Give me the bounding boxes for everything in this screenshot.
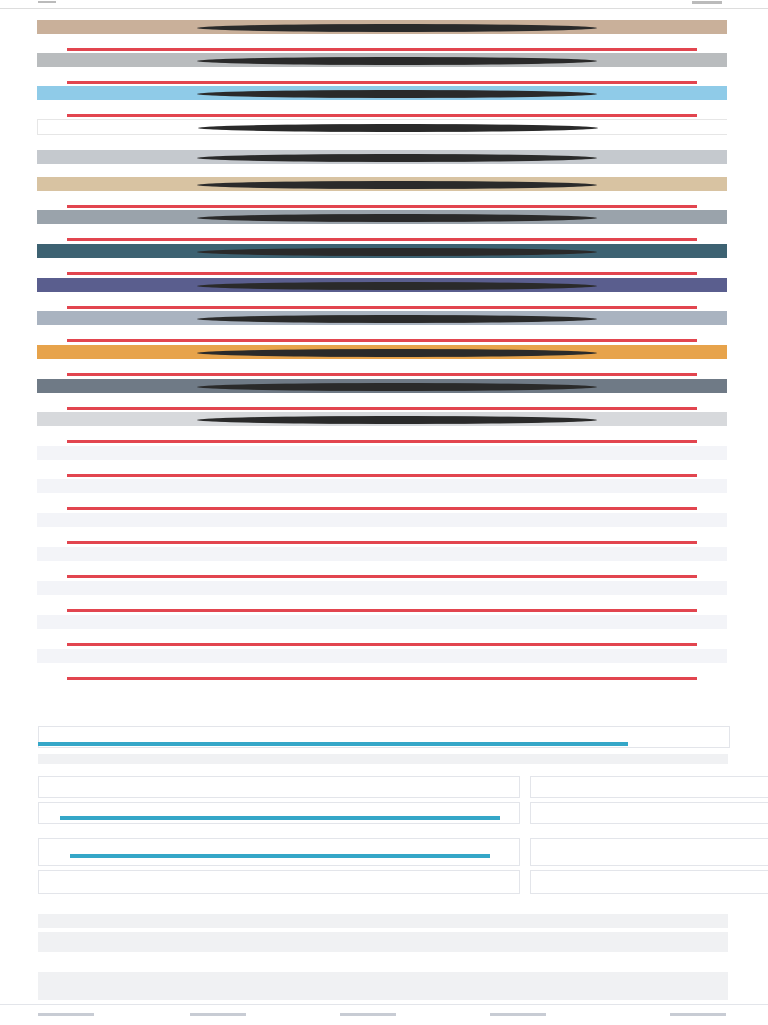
listing-divider bbox=[67, 238, 697, 241]
listing-name[interactable] bbox=[67, 360, 697, 370]
listing-item[interactable] bbox=[37, 379, 727, 412]
section-block bbox=[0, 958, 768, 1002]
listing-divider bbox=[67, 373, 697, 376]
info-row bbox=[38, 972, 728, 1000]
listing-divider bbox=[67, 541, 697, 544]
motorcycle-image bbox=[197, 57, 597, 65]
listing-item[interactable] bbox=[37, 412, 727, 445]
listing-item[interactable] bbox=[37, 547, 727, 580]
listing-name[interactable] bbox=[67, 35, 697, 45]
content-card[interactable] bbox=[38, 776, 520, 798]
section-link[interactable] bbox=[60, 816, 500, 820]
listing-divider bbox=[67, 272, 697, 275]
section-block bbox=[0, 900, 768, 956]
listing-name[interactable] bbox=[67, 528, 697, 538]
listing-photo[interactable] bbox=[37, 615, 727, 629]
listing-photo[interactable] bbox=[37, 547, 727, 561]
specs-block bbox=[37, 683, 727, 711]
listing-name[interactable] bbox=[67, 101, 697, 111]
listing-item[interactable] bbox=[37, 278, 727, 311]
listing-photo[interactable] bbox=[37, 150, 727, 164]
motorcycle-image bbox=[198, 124, 598, 132]
content-card[interactable] bbox=[530, 870, 768, 894]
specs-title bbox=[47, 683, 717, 691]
listing-name[interactable] bbox=[67, 68, 697, 78]
listing-divider bbox=[67, 507, 697, 510]
listing-photo[interactable] bbox=[37, 177, 727, 191]
listing-photo[interactable] bbox=[37, 86, 727, 100]
specs-row bbox=[57, 697, 357, 701]
listing-divider bbox=[67, 205, 697, 208]
listing-item[interactable] bbox=[37, 615, 727, 648]
specs-row bbox=[57, 692, 357, 696]
listing-photo[interactable] bbox=[37, 446, 727, 460]
listing-name[interactable] bbox=[67, 664, 697, 674]
specs-row bbox=[57, 707, 357, 711]
listing-divider bbox=[67, 677, 697, 680]
motorcycle-image bbox=[197, 349, 597, 357]
listing-divider bbox=[67, 609, 697, 612]
content-card[interactable] bbox=[38, 838, 520, 866]
nav-item[interactable] bbox=[490, 1013, 546, 1016]
listing-name[interactable] bbox=[67, 630, 697, 640]
section-block bbox=[0, 712, 768, 768]
motorcycle-image bbox=[197, 416, 597, 424]
listing-divider bbox=[67, 48, 697, 51]
listing-item[interactable] bbox=[37, 581, 727, 614]
listing-photo[interactable] bbox=[37, 345, 727, 359]
listing-name[interactable] bbox=[67, 461, 697, 471]
listing-photo[interactable] bbox=[37, 53, 727, 67]
listing-divider bbox=[67, 339, 697, 342]
listing-name[interactable] bbox=[67, 394, 697, 404]
listing-name[interactable] bbox=[67, 259, 697, 269]
motorcycle-image bbox=[197, 282, 597, 290]
motorcycle-image bbox=[197, 181, 597, 189]
listing-item[interactable] bbox=[37, 446, 727, 479]
listing-photo[interactable] bbox=[37, 278, 727, 292]
motorcycle-image bbox=[197, 90, 597, 98]
listing-name[interactable] bbox=[67, 293, 697, 303]
tab-indicator[interactable] bbox=[38, 1, 56, 3]
motorcycle-image bbox=[197, 315, 597, 323]
listing-photo[interactable] bbox=[37, 479, 727, 493]
bottom-navigation bbox=[0, 1004, 768, 1025]
listing-name[interactable] bbox=[67, 494, 697, 504]
listing-divider bbox=[67, 643, 697, 646]
listing-name[interactable] bbox=[67, 192, 697, 202]
listing-photo[interactable] bbox=[37, 412, 727, 426]
listing-item[interactable] bbox=[37, 119, 727, 152]
listing-divider bbox=[67, 474, 697, 477]
listing-name[interactable] bbox=[67, 134, 697, 144]
listing-name[interactable] bbox=[67, 326, 697, 336]
nav-item[interactable] bbox=[670, 1013, 726, 1016]
listing-photo[interactable] bbox=[37, 581, 727, 595]
content-card[interactable] bbox=[530, 802, 768, 824]
motorcycle-image bbox=[197, 248, 597, 256]
motorcycle-image bbox=[197, 383, 597, 391]
listing-item[interactable] bbox=[37, 311, 727, 344]
listing-item[interactable] bbox=[37, 86, 727, 119]
content-card[interactable] bbox=[530, 776, 768, 798]
listing-name[interactable] bbox=[67, 562, 697, 572]
listing-divider bbox=[67, 81, 697, 84]
section-link[interactable] bbox=[38, 742, 628, 746]
info-row bbox=[38, 932, 728, 952]
listing-item[interactable] bbox=[37, 345, 727, 378]
listing-photo[interactable] bbox=[37, 119, 727, 135]
nav-item[interactable] bbox=[340, 1013, 396, 1016]
listing-name[interactable] bbox=[67, 225, 697, 235]
listing-item[interactable] bbox=[37, 177, 727, 210]
listing-divider bbox=[67, 440, 697, 443]
listing-photo[interactable] bbox=[37, 649, 727, 663]
listing-photo[interactable] bbox=[37, 379, 727, 393]
toolbar-control[interactable] bbox=[692, 1, 722, 4]
listing-photo[interactable] bbox=[37, 311, 727, 325]
content-card[interactable] bbox=[38, 802, 520, 824]
content-card[interactable] bbox=[530, 838, 768, 866]
section-link[interactable] bbox=[70, 854, 490, 858]
listing-item[interactable] bbox=[37, 210, 727, 243]
listing-photo[interactable] bbox=[37, 513, 727, 527]
listing-divider bbox=[67, 306, 697, 309]
section-block bbox=[0, 824, 768, 894]
nav-item[interactable] bbox=[190, 1013, 246, 1016]
listing-divider bbox=[67, 575, 697, 578]
listing-item[interactable] bbox=[37, 20, 727, 53]
motorcycle-image bbox=[197, 154, 597, 162]
section-block bbox=[0, 768, 768, 824]
content-card[interactable] bbox=[38, 870, 520, 894]
listing-item[interactable] bbox=[37, 649, 727, 682]
listing-item[interactable] bbox=[37, 244, 727, 277]
listing-divider bbox=[67, 407, 697, 410]
listing-photo[interactable] bbox=[37, 20, 727, 34]
listing-name[interactable] bbox=[67, 427, 697, 437]
info-row bbox=[38, 914, 728, 928]
listing-item[interactable] bbox=[37, 479, 727, 512]
nav-item[interactable] bbox=[38, 1013, 94, 1016]
listing-photo[interactable] bbox=[37, 244, 727, 258]
listing-item[interactable] bbox=[37, 513, 727, 546]
listing-photo[interactable] bbox=[37, 210, 727, 224]
listing-name[interactable] bbox=[67, 165, 697, 175]
listing-divider bbox=[67, 114, 697, 117]
page-title bbox=[36, 8, 726, 20]
motorcycle-image bbox=[197, 214, 597, 222]
specs-row bbox=[57, 702, 357, 706]
motorcycle-image bbox=[197, 24, 597, 32]
listing-name[interactable] bbox=[67, 596, 697, 606]
tab-bar[interactable] bbox=[38, 754, 728, 764]
listing-item[interactable] bbox=[37, 53, 727, 86]
